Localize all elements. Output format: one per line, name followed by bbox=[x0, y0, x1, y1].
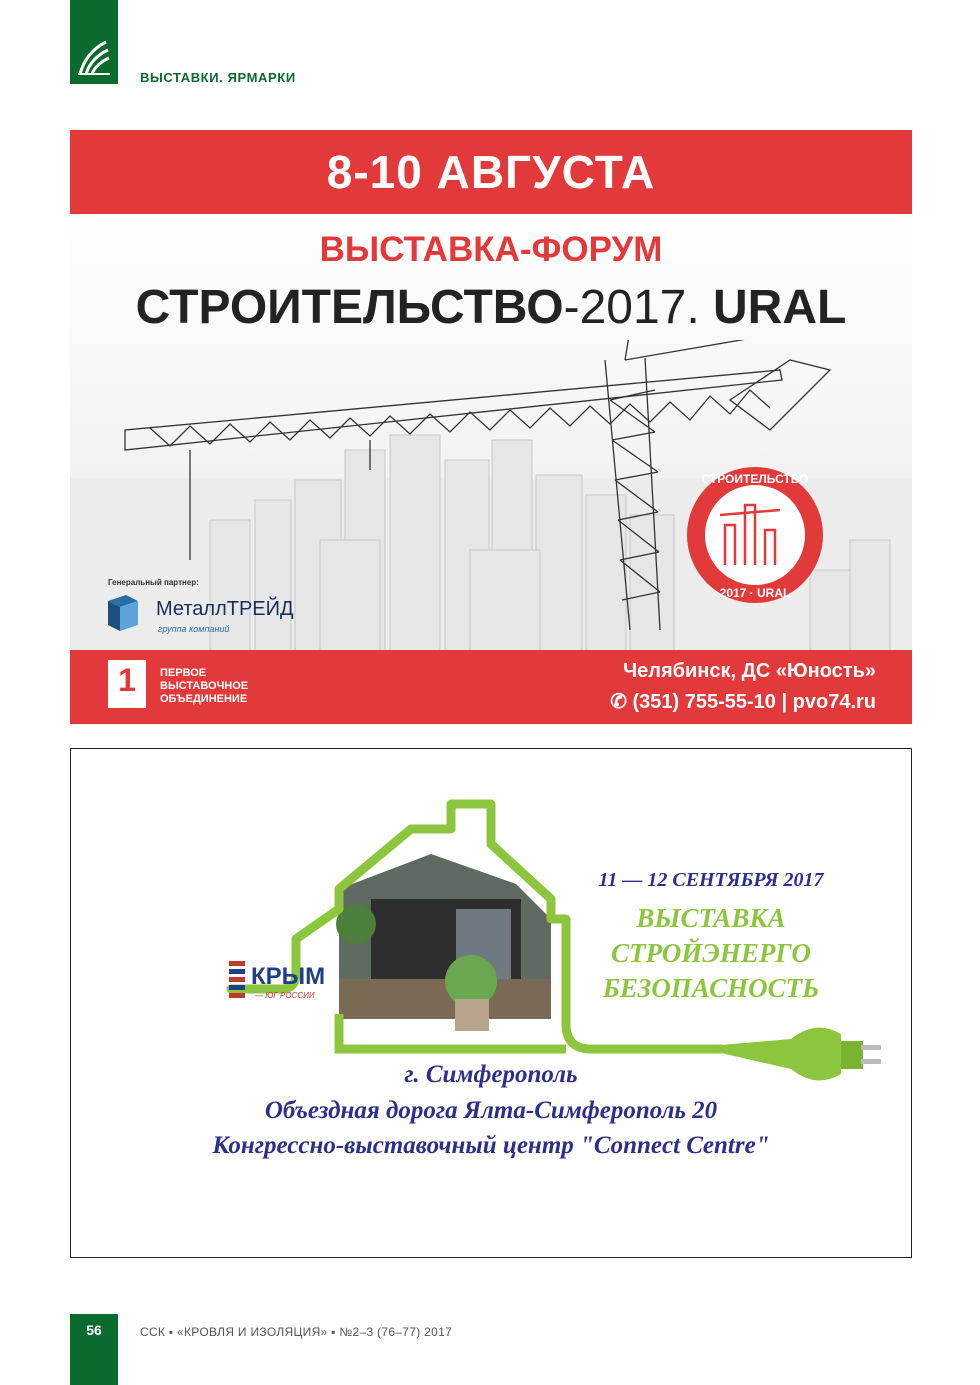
partner-subtitle: группа компаний bbox=[158, 624, 230, 634]
page-number: 56 bbox=[86, 1322, 102, 1338]
contacts: ✆ (351) 755-55-10 | pvo74.ru bbox=[610, 691, 876, 713]
ad1-title-main: СТРОИТЕЛЬСТВО bbox=[135, 281, 564, 334]
ad2-event-line3: БЕЗОПАСНОСТЬ bbox=[602, 973, 820, 1003]
magazine-logo-icon bbox=[76, 34, 112, 78]
crimea-logo-text: КРЫМ bbox=[251, 963, 326, 990]
venue-city: Челябинск, ДС «Юность» bbox=[623, 660, 876, 682]
ad1-title-year: -2017. bbox=[563, 281, 714, 334]
footer-green-bar bbox=[70, 1314, 118, 1385]
ad1-date: 8-10 АВГУСТА bbox=[326, 146, 656, 198]
ad1-subtitle: ВЫСТАВКА-ФОРУМ bbox=[319, 230, 663, 269]
svg-text:2017 · URAL: 2017 · URAL bbox=[719, 586, 791, 600]
publication-info: ССК ▪ «КРОВЛЯ И ИЗОЛЯЦИЯ» ▪ №2–3 (76–77) 2017 bbox=[140, 1325, 453, 1339]
crimea-logo-subtitle: — ЮГ РОССИИ bbox=[255, 991, 315, 1000]
ad1-title bbox=[70, 280, 912, 335]
construction-badge-icon bbox=[687, 467, 823, 603]
partner-label: Генеральный партнер: bbox=[108, 578, 199, 587]
ad2-event-name bbox=[551, 901, 871, 1006]
partner-name: МеталлТРЕЙД bbox=[156, 598, 294, 620]
ad1-date-bar bbox=[70, 130, 912, 214]
ad1-title-suffix: URAL bbox=[713, 281, 847, 334]
header-green-bar bbox=[70, 0, 118, 84]
ad2-event-line1: ВЫСТАВКА bbox=[636, 903, 786, 933]
organizer-name: ПЕРВОЕ ВЫСТАВОЧНОЕ ОБЪЕДИНЕНИЕ bbox=[160, 667, 249, 705]
ad-stroyenergo-crimea bbox=[70, 748, 912, 1258]
organizer-logo-icon bbox=[108, 660, 146, 708]
ad-construction-ural bbox=[70, 130, 912, 724]
svg-text:СТРОИТЕЛЬСТВО: СТРОИТЕЛЬСТВО bbox=[701, 472, 809, 486]
ad2-event-line2: СТРОЙЭНЕРГО bbox=[611, 938, 811, 968]
ad2-address-road: Объездная дорога Ялта-Симферополь 20 bbox=[264, 1097, 718, 1124]
ad2-dates: 11 — 12 СЕНТЯБРЯ 2017 bbox=[598, 869, 824, 891]
metalltrade-logo-icon bbox=[108, 595, 138, 631]
ad2-address-venue: Конгрессно-выставочный центр "Connect Centre" bbox=[212, 1132, 770, 1159]
section-title: ВЫСТАВКИ. ЯРМАРКИ bbox=[140, 70, 296, 85]
ad2-address-city: г. Симферополь bbox=[404, 1061, 578, 1088]
organizer-logo-number: 1 bbox=[118, 662, 136, 698]
